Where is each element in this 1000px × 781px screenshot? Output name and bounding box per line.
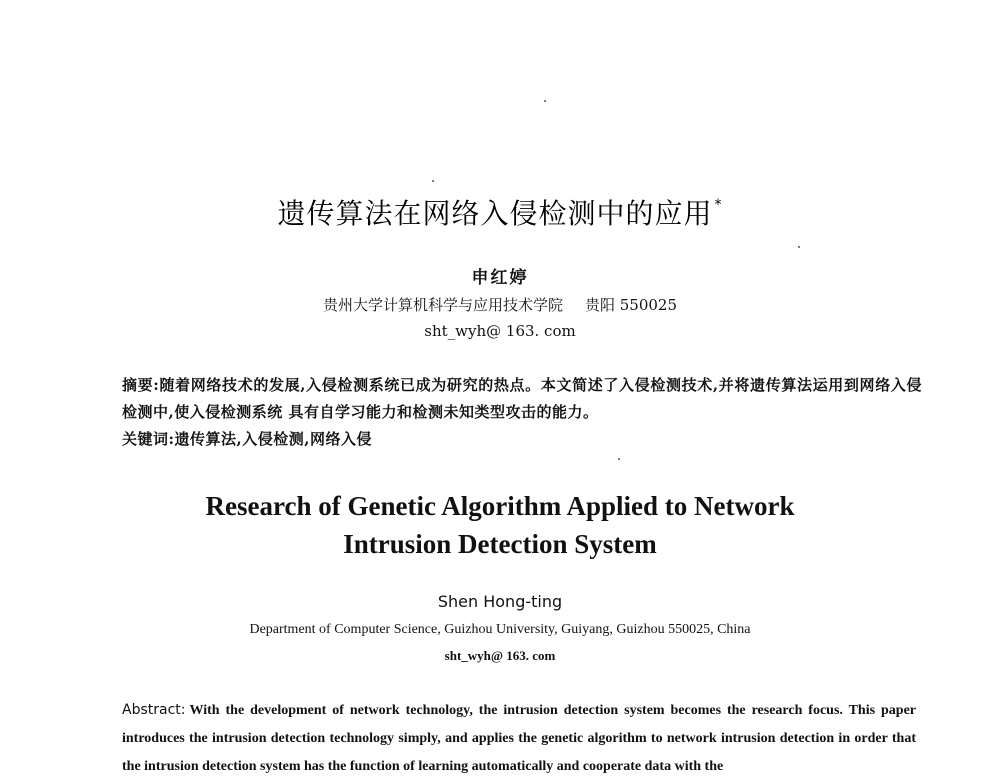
english-title-line-2: Intrusion Detection System xyxy=(343,529,657,559)
chinese-keywords-label: 关键词: xyxy=(122,430,175,448)
scan-speck xyxy=(432,180,434,182)
english-author: Shen Hong-ting xyxy=(437,592,563,611)
chinese-abstract xyxy=(122,372,922,426)
chinese-keywords-text: 遗传算法,入侵检测,网络入侵 xyxy=(174,430,372,448)
english-abstract-label: Abstract: xyxy=(122,702,186,718)
chinese-abstract-label: 摘要: xyxy=(122,376,160,394)
scan-speck xyxy=(618,458,620,460)
chinese-title xyxy=(0,192,1000,232)
english-title-line-1: Research of Genetic Algorithm Applied to Network xyxy=(205,491,795,521)
title-footnote-mark: * xyxy=(714,196,723,213)
english-email: sht_wyh@ 163. com xyxy=(444,648,556,663)
chinese-affiliation-city: 贵阳 550025 xyxy=(584,296,678,314)
chinese-affiliation xyxy=(0,294,1000,315)
english-affiliation: Department of Computer Science, Guizhou University, Guiyang, Guizhou 550025, China xyxy=(249,622,751,637)
english-title xyxy=(0,487,1000,563)
scan-speck xyxy=(798,246,800,248)
chinese-email: sht_wyh@ 163. com xyxy=(424,322,576,340)
chinese-title-text: 遗传算法在网络入侵检测中的应用 xyxy=(277,197,713,230)
chinese-abstract-text: 随着网络技术的发展,入侵检测系统已成为研究的热点。本文简述了入侵检测技术,并将遗传算法运用到网络入侵检测中,使入侵检测系统 具有自学习能力和检测未知类型攻击的能力。 xyxy=(122,376,922,421)
chinese-affiliation-org: 贵州大学计算机科学与应用技术学院 xyxy=(322,296,563,314)
english-abstract-text: With the development of network technology, the intrusion detection system becomes the research focus. This paper introduces the intrusion detection technology simply, and applies the genetic algorithm to network intrusion detection in order that the intrusion detection system has the function of learning automatically and cooperate data with the xyxy=(122,703,916,774)
scan-speck xyxy=(544,100,546,102)
english-abstract xyxy=(122,696,916,781)
chinese-author: 申红婷 xyxy=(471,268,529,288)
chinese-keywords xyxy=(122,426,922,453)
